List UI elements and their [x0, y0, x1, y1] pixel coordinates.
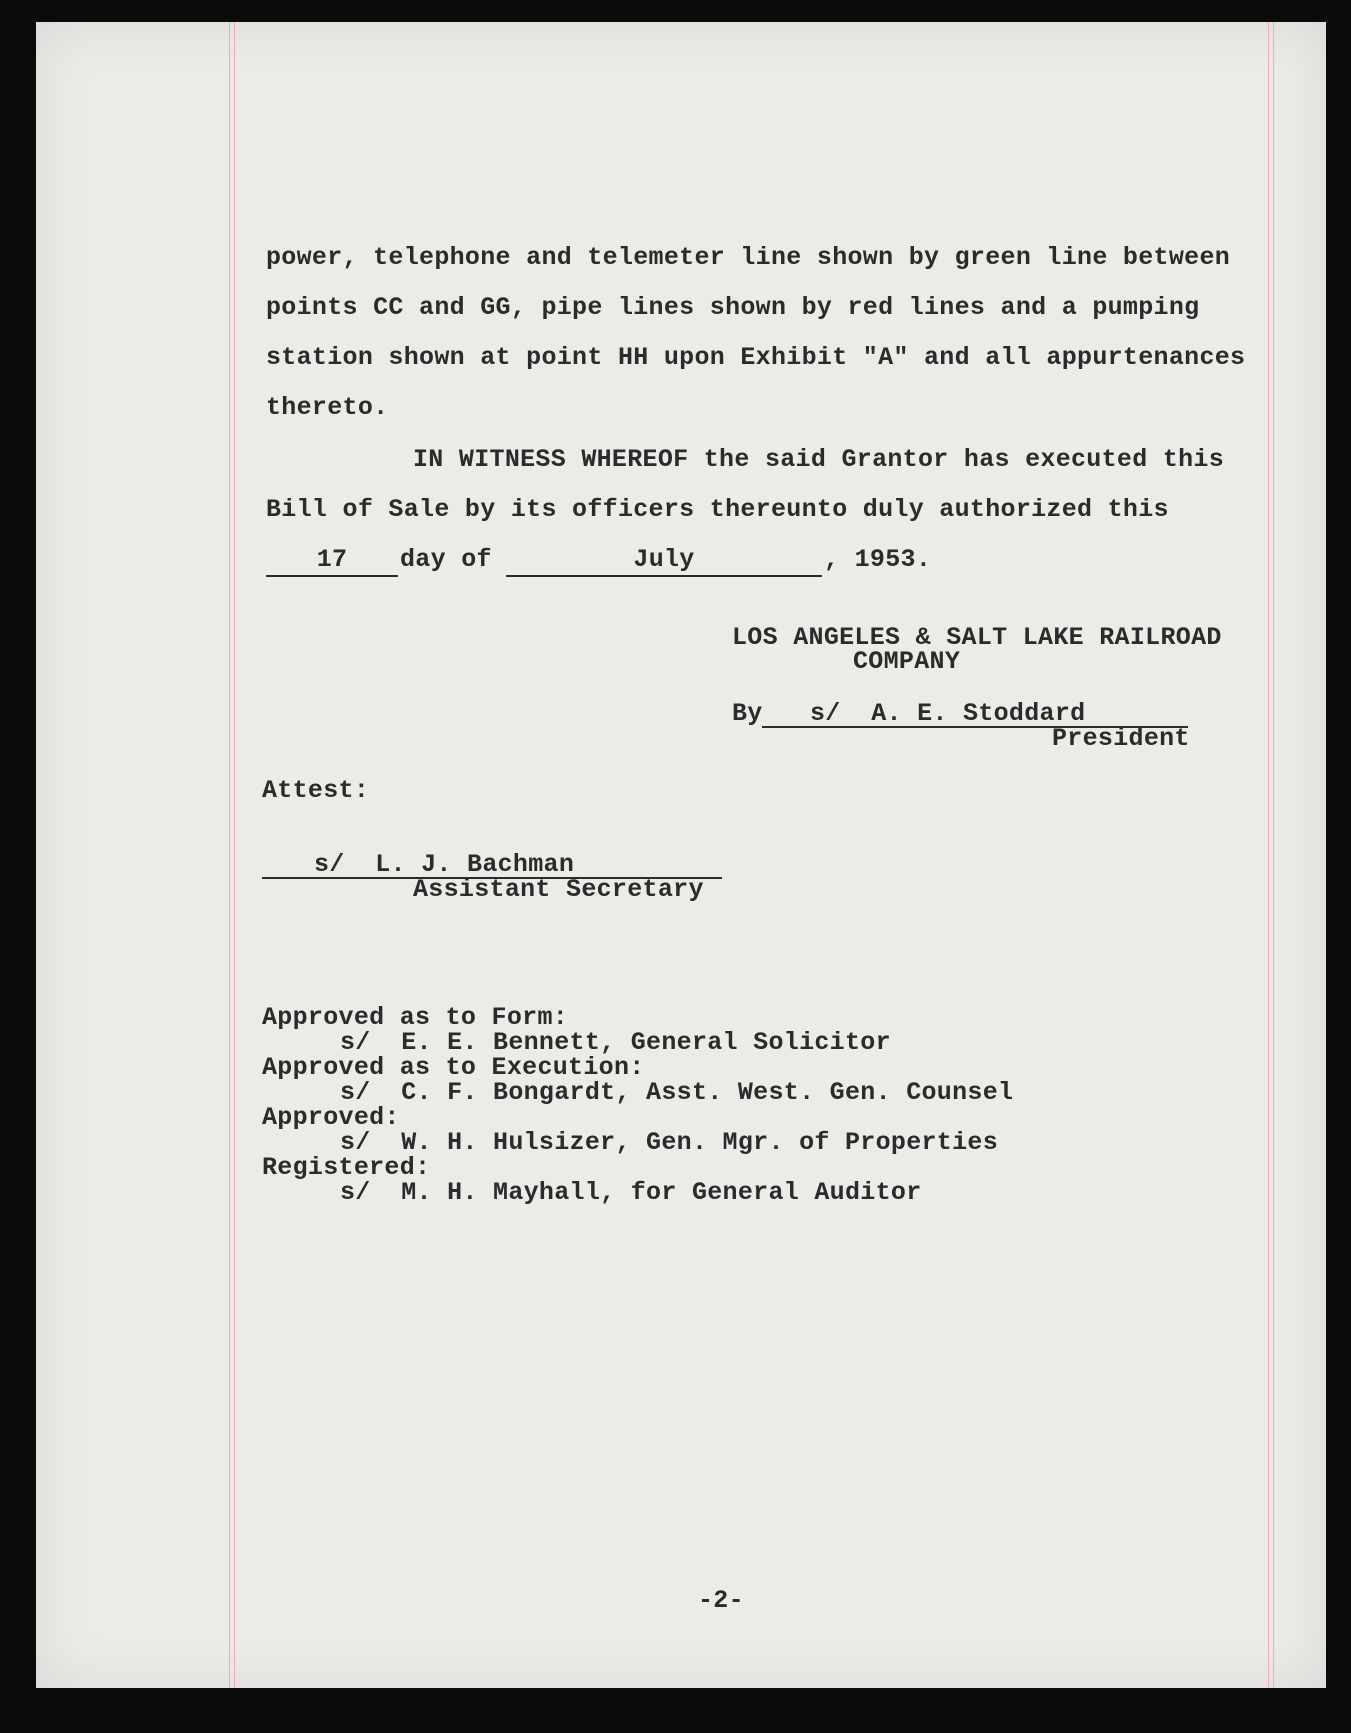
company-name-line1: LOS ANGELES & SALT LAKE RAILROAD	[732, 623, 1222, 652]
approval-label: Approved as to Execution:	[262, 1053, 645, 1082]
approval-signatory: s/ W. H. Hulsizer, Gen. Mgr. of Properties	[340, 1128, 999, 1157]
paragraph-line: power, telephone and telemeter line shown by green line between	[266, 243, 1231, 272]
left-margin-line-inner	[234, 22, 235, 1688]
year-text: , 1953.	[824, 545, 932, 574]
witness-clause-line2: Bill of Sale by its officers thereunto duly authorized this	[266, 495, 1169, 524]
attest-title: Assistant Secretary	[413, 875, 704, 904]
right-margin-line	[1273, 22, 1274, 1688]
month-value: July	[633, 545, 695, 574]
approval-signatory: s/ E. E. Bennett, General Solicitor	[340, 1028, 891, 1057]
right-margin-line-inner	[1268, 22, 1269, 1688]
approval-label: Registered:	[262, 1153, 431, 1182]
paragraph-line: station shown at point HH upon Exhibit "A" and all appurtenances	[266, 343, 1246, 372]
month-blank	[506, 545, 822, 577]
day-of-text: day of	[400, 545, 492, 574]
witness-clause-line1: IN WITNESS WHEREOF the said Grantor has executed this	[413, 445, 1225, 474]
approval-label: Approved as to Form:	[262, 1003, 569, 1032]
approval-label: Approved:	[262, 1103, 400, 1132]
president-signature: s/ A. E. Stoddard	[810, 699, 1086, 728]
company-name-line2: COMPANY	[853, 647, 961, 676]
attest-label: Attest:	[262, 776, 370, 805]
attest-signature: s/ L. J. Bachman	[314, 850, 575, 879]
by-label: By	[732, 699, 763, 728]
approval-signatory: s/ M. H. Mayhall, for General Auditor	[340, 1178, 922, 1207]
day-blank	[266, 545, 398, 577]
left-margin-line	[229, 22, 230, 1688]
paragraph-line: points CC and GG, pipe lines shown by red lines and a pumping	[266, 293, 1200, 322]
paragraph-line: thereto.	[266, 393, 389, 422]
president-title: President	[1052, 724, 1190, 753]
day-value: 17	[316, 545, 348, 574]
page-number: -2-	[698, 1586, 744, 1615]
approval-signatory: s/ C. F. Bongardt, Asst. West. Gen. Counsel	[340, 1078, 1014, 1107]
